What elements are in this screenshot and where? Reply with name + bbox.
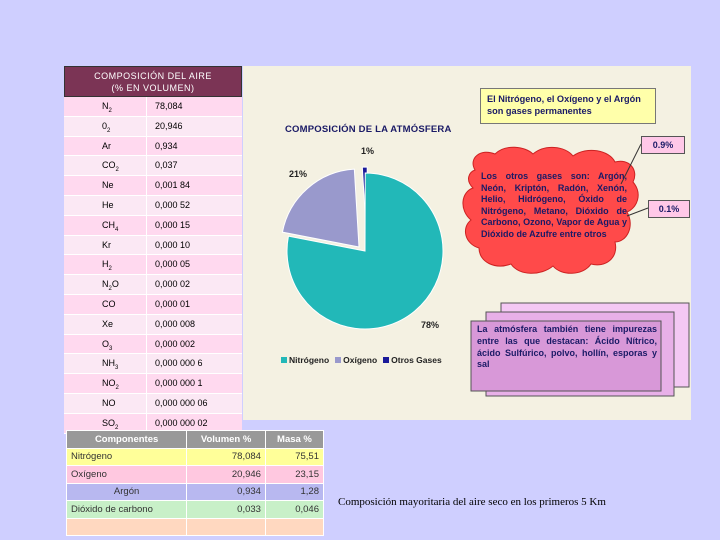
callout-01: 0.1%	[648, 200, 690, 218]
col-masa: Masa %	[265, 431, 323, 449]
table-row	[64, 315, 242, 335]
composition-table	[64, 66, 242, 434]
gas-value: 0,000 000 1	[146, 374, 242, 393]
cell: 78,084	[187, 448, 266, 466]
gas-name: Ne	[64, 176, 146, 195]
chart-legend	[281, 355, 442, 365]
table-row	[64, 295, 242, 315]
pct-label-oxigeno: 21%	[289, 169, 308, 179]
permanent-gases-note: El Nitrógeno, el Oxígeno y el Argón son gases permanentes	[480, 88, 656, 124]
table-row	[64, 117, 242, 137]
legend-label: Otros Gases	[391, 355, 442, 365]
legend-item-otros	[383, 355, 442, 365]
gas-name: Ar	[64, 137, 146, 156]
cell: Oxígeno	[67, 466, 187, 484]
table-row	[64, 255, 242, 275]
cell: Argón	[67, 483, 187, 501]
table-row	[67, 466, 324, 484]
gas-value: 0,000 52	[146, 196, 242, 215]
gas-value: 0,000 15	[146, 216, 242, 235]
mass-table-header-row	[67, 431, 324, 449]
gas-value: 78,084	[146, 97, 242, 116]
gas-value: 0,000 002	[146, 335, 242, 354]
callout-09: 0.9%	[641, 136, 685, 154]
table-row	[64, 176, 242, 196]
cell: 0,033	[187, 501, 266, 519]
table-row	[64, 236, 242, 256]
chart-title: COMPOSICIÓN DE LA ATMÓSFERA	[285, 124, 452, 135]
table-row	[67, 448, 324, 466]
gas-value: 0,000 000 06	[146, 394, 242, 413]
cell	[67, 518, 187, 536]
cell	[187, 518, 266, 536]
legend-label: Nitrógeno	[289, 355, 330, 365]
gas-value: 0,934	[146, 137, 242, 156]
gas-name: $N_2O$	[64, 275, 146, 294]
table-row	[64, 354, 242, 374]
col-volumen: Volumen %	[187, 431, 266, 449]
header-line-2: (% EN VOLUMEN)	[111, 83, 195, 93]
composition-table-header	[64, 66, 242, 97]
table-row	[67, 483, 324, 501]
table-row	[64, 216, 242, 236]
table-row	[67, 518, 324, 536]
cell: 0,046	[265, 501, 323, 519]
table-row	[64, 97, 242, 117]
table-row	[64, 137, 242, 157]
legend-swatch	[335, 357, 341, 363]
gas-value: 0,000 000 6	[146, 354, 242, 373]
pie-slice-oxigeno	[282, 169, 359, 247]
table-row	[64, 156, 242, 176]
gas-name: NO	[64, 394, 146, 413]
gas-name: $NO_2$	[64, 374, 146, 393]
cell: 0,934	[187, 483, 266, 501]
caption: Composición mayoritaria del aire seco en los primeros 5 Km	[338, 496, 606, 508]
gas-name: Kr	[64, 236, 146, 255]
pie-group	[282, 167, 443, 329]
gas-value: 0,000 05	[146, 255, 242, 274]
impurities-text: La atmósfera también tiene impurezas entre las que destacan: Ácido Nítrico, ácido Sulfúrico, polvo, hollín, esporas y sal	[477, 324, 657, 370]
pct-label-otros: 1%	[361, 146, 375, 156]
gas-value: 0,000 000 02	[146, 414, 242, 433]
legend-swatch	[383, 357, 389, 363]
mass-table	[66, 430, 324, 536]
legend-label: Oxígeno	[343, 355, 378, 365]
gas-value: 0,000 008	[146, 315, 242, 334]
gas-value: 0,001 84	[146, 176, 242, 195]
legend-swatch	[281, 357, 287, 363]
cell	[265, 518, 323, 536]
gas-value: 20,946	[146, 117, 242, 136]
gas-value: 0,000 10	[146, 236, 242, 255]
cell: 20,946	[187, 466, 266, 484]
gas-name: $CO_2$	[64, 156, 146, 175]
legend-item-nitrogeno	[281, 355, 329, 365]
cell: 23,15	[265, 466, 323, 484]
table-row	[67, 501, 324, 519]
gas-name: $SO_2$	[64, 414, 146, 433]
table-row	[64, 275, 242, 295]
gas-name: $N_2$	[64, 97, 146, 116]
gas-name: $O_3$	[64, 335, 146, 354]
col-componentes: Componentes	[67, 431, 187, 449]
composition-rows	[64, 97, 242, 434]
table-row	[64, 374, 242, 394]
cell: Dióxido de carbono	[67, 501, 187, 519]
gas-name: $CH_4$	[64, 216, 146, 235]
cell: 1,28	[265, 483, 323, 501]
header-line-1: COMPOSICIÓN DEL AIRE	[94, 71, 212, 81]
other-gases-text: Los otros gases son: Argón, Neón, Kriptón, Radón, Xenón, Helio, Hidrógeno, Óxido de Nitrógeno, Metano, Dióxido de Carbono, Ozono, Vapor de Agua y Dióxido de Azufre entre otros	[481, 171, 627, 239]
gas-name: $0_2$	[64, 117, 146, 136]
table-row	[64, 196, 242, 216]
gas-name: Xe	[64, 315, 146, 334]
atmosphere-panel	[243, 66, 691, 420]
gas-name: $H_2$	[64, 255, 146, 274]
table-row	[64, 394, 242, 414]
cell: 75,51	[265, 448, 323, 466]
legend-item-oxigeno	[335, 355, 377, 365]
gas-value: 0,000 01	[146, 295, 242, 314]
cell: Nitrógeno	[67, 448, 187, 466]
gas-value: 0,037	[146, 156, 242, 175]
pct-label-nitrogeno: 78%	[421, 320, 440, 330]
table-row	[64, 335, 242, 355]
gas-name: CO	[64, 295, 146, 314]
gas-name: He	[64, 196, 146, 215]
gas-name: $NH_3$	[64, 354, 146, 373]
gas-value: 0,000 02	[146, 275, 242, 294]
